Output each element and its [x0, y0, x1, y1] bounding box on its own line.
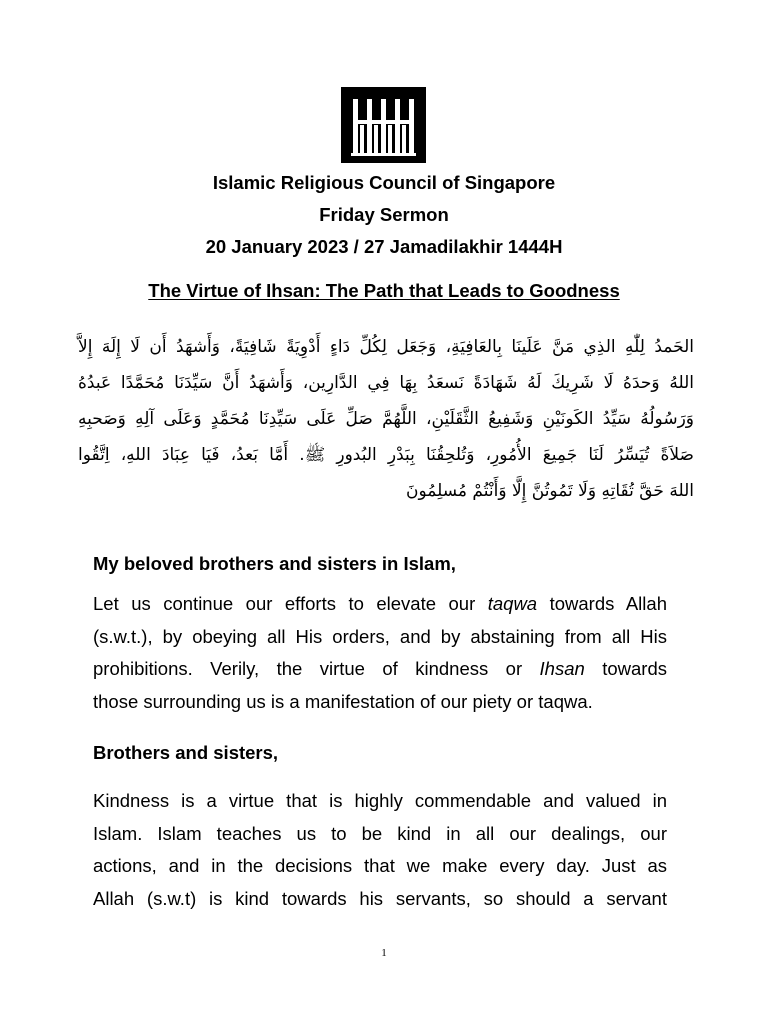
- paragraph-line: (s.w.t.), by obeying all His orders, and by abstaining from all His: [93, 625, 667, 647]
- paragraph-line: Let us continue our efforts to elevate our taqwa towards Allah: [93, 593, 667, 614]
- paragraph-line: Islam. Islam teaches us to be kind in all our dealings, our: [93, 822, 667, 844]
- arabic-line: صَلاَةً تُيَسِّرُ لَنَا جَمِيعَ الأُمُورِ، وَتُلحِقُنَا بِبَدْرِ البُدورِ ﷺ. أَمَّا بَعدُ، فَيَا عِبَادَ اللهِ، اِتَّقُوا: [78, 445, 694, 465]
- paragraph-line: Allah (s.w.t) is kind towards his servants, so should a servant: [93, 887, 667, 909]
- arabic-line: اللهُ وَحدَهُ لَا شَرِيكَ لَهُ شَهَادَةً نَسعَدُ بِهَا فِي الدَّارِين، وَأَشهَدُ أَنَّ سَيِّدَنَا مُحَمَّدًا عَبدُهُ: [78, 373, 694, 393]
- paragraph-line: those surrounding us is a manifestation of our piety or taqwa.: [93, 690, 593, 712]
- subheading: Brothers and sisters,: [93, 742, 279, 763]
- paragraph-line: actions, and in the decisions that we make every day. Just as: [93, 855, 667, 876]
- arabic-line: اللهَ حَقَّ تُقَاتِهِ وَلَا تَمُوتُنَّ إِلَّا وَأَنْتُمْ مُسلِمُونَ: [406, 481, 694, 501]
- sermon-date: 20 January 2023 / 27 Jamadilakhir 1444H: [205, 236, 563, 257]
- sermon-title: The Virtue of Ihsan: The Path that Leads to Goodness: [148, 280, 620, 301]
- muis-logo-icon: [341, 87, 426, 163]
- sermon-type: Friday Sermon: [319, 204, 449, 225]
- arabic-opening: [78, 329, 694, 509]
- organization-name: Islamic Religious Council of Singapore: [212, 172, 556, 193]
- paragraph-line: Kindness is a virtue that is highly commendable and valued in: [93, 790, 667, 811]
- arabic-line: وَرَسُولُهُ سَيِّدُ الكَونَيْنِ وَشَفِيعُ الثَّقَلَيْنِ، اللَّهُمَّ صَلِّ عَلَى سَيِّدِنَا مُحَمَّدٍ وَعَلَى آلِهِ وَصَحبِهِ: [78, 409, 694, 429]
- paragraph-kindness: [93, 785, 667, 915]
- page-number: 1: [381, 947, 387, 959]
- arabic-line: الحَمدُ لِلّٰهِ الذِي مَنَّ عَلَينَا بِالعَافِيَةِ، وَجَعَل لِكُلِّ دَاءٍ أَدْوِيَةً شَافِيَةً، وَأَشهَدُ أَن لَا إِلَهَ إِلاَّ: [78, 337, 694, 357]
- paragraph-line: prohibitions. Verily, the virtue of kindness or Ihsan towards: [93, 658, 667, 679]
- emphasis-ihsan: Ihsan: [539, 658, 585, 679]
- emphasis-taqwa: taqwa: [487, 593, 538, 614]
- salutation: My beloved brothers and sisters in Islam,: [93, 553, 456, 574]
- paragraph-taqwa: [93, 588, 667, 718]
